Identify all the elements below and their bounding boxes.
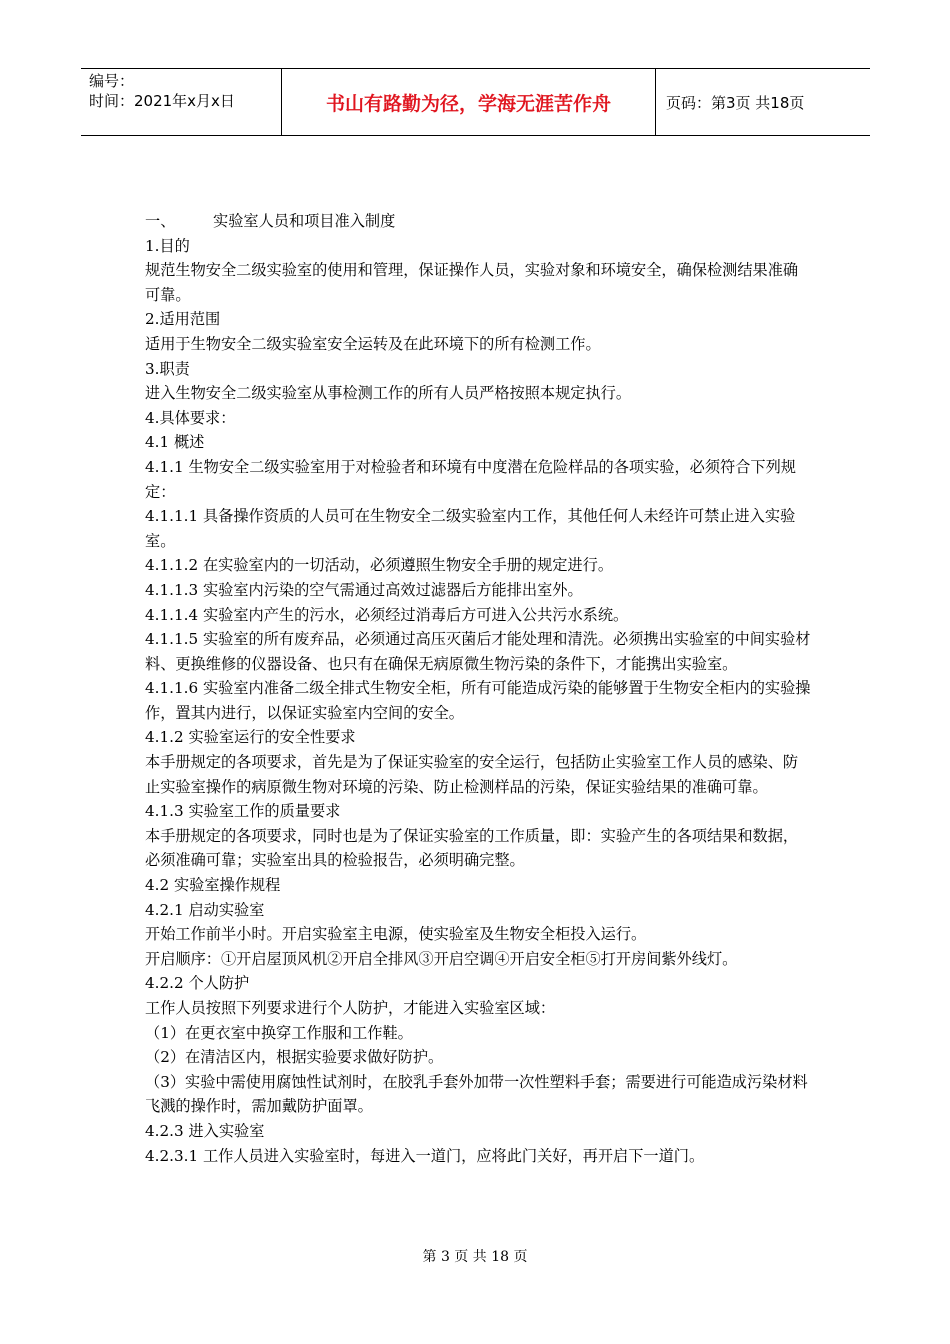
paragraph: 4.1.1.3 实验室内污染的空气需通过高效过滤器后方能排出室外。 <box>145 580 583 599</box>
page-footer: 第 3 页 共 18 页 <box>422 1249 528 1265</box>
paragraph: 开始工作前半小时。开启实验室主电源，使实验室及生物安全柜投入运行。 <box>145 925 647 944</box>
paragraph: 4.1.3 实验室工作的质量要求 <box>145 802 341 821</box>
document-number-label: 编号： <box>89 72 135 90</box>
header-meta <box>81 69 282 135</box>
paragraph: 4.2.2 个人防护 <box>145 974 250 993</box>
paragraph: 1.目的 <box>145 236 190 255</box>
paragraph: 4.1.1.6 实验室内准备二级全排式生物安全柜，所有可能造成污染的能够置于生物安全柜内的实验操作，置其内进行，以保证实验室内空间的安全。 <box>145 679 811 722</box>
paragraph: 4.2.3.1 工作人员进入实验室时，每进入一道门，应将此门关好，再开启下一道门。 <box>145 1146 705 1165</box>
paragraph: 4.2.3 进入实验室 <box>145 1121 265 1140</box>
paragraph: 4.1.2 实验室运行的安全性要求 <box>145 728 356 747</box>
paragraph: 4.1.1.1 具备操作资质的人员可在生物安全二级实验室内工作，其他任何人未经许可禁止进入实验室。 <box>145 507 796 550</box>
paragraph: 4.具体要求： <box>145 408 236 427</box>
section-number: 一、 <box>145 212 176 230</box>
paragraph: 4.1.1 生物安全二级实验室用于对检验者和环境有中度潜在危险样品的各项实验，必须符合下列规定： <box>145 457 796 501</box>
document-body <box>145 209 813 1168</box>
paragraph: 4.1.1.2 在实验室内的一切活动，必须遵照生物安全手册的规定进行。 <box>145 556 614 575</box>
paragraph: 3.职责 <box>145 359 190 378</box>
paragraph: 4.1.1.4 实验室内产生的污水，必须经过消毒后方可进入公共污水系统。 <box>145 605 629 624</box>
paragraph: 适用于生物安全二级实验室安全运转及在此环境下的所有检测工作。 <box>145 334 601 353</box>
paragraph: （2）在清洁区内，根据实验要求做好防护。 <box>145 1048 444 1067</box>
paragraph: （3）实验中需使用腐蚀性试剂时，在胶乳手套外加带一次性塑料手套；需要进行可能造成污染材料飞溅的操作时，需加戴防护面罩。 <box>145 1072 808 1116</box>
paragraph: 本手册规定的各项要求，同时也是为了保证实验室的工作质量，即：实验产生的各项结果和数据，必须准确可靠；实验室出具的检验报告，必须明确完整。 <box>145 826 799 870</box>
page-header <box>81 68 870 136</box>
header-motto: 书山有路勤为径，学海无涯苦作舟 <box>282 69 656 135</box>
paragraph: 4.2.1 启动实验室 <box>145 900 265 919</box>
paragraph: 开启顺序：①开启屋顶风机②开启全排风③开启空调④开启安全柜⑤打开房间紫外线灯。 <box>145 949 738 968</box>
header-page-info: 页码：第3页 共18页 <box>666 93 805 112</box>
section-title <box>145 209 813 234</box>
paragraph: 4.1 概述 <box>145 433 205 452</box>
paragraph-list <box>145 234 813 1169</box>
paragraph: 工作人员按照下列要求进行个人防护，才能进入实验室区域： <box>145 999 556 1017</box>
paragraph: 4.2 实验室操作规程 <box>145 876 281 895</box>
paragraph: 2.适用范围 <box>145 310 221 329</box>
document-time: 时间：2021年x月x日 <box>89 92 235 110</box>
paragraph: （1）在更衣室中换穿工作服和工作鞋。 <box>145 1023 413 1042</box>
paragraph: 4.1.1.5 实验室的所有废弃品，必须通过高压灭菌后才能处理和清洗。必须携出实验室的中间实验材料、更换维修的仪器设备、也只有在确保无病原微生物污染的条件下，才能携出实验室。 <box>145 630 811 673</box>
section-title-text: 实验室人员和项目准入制度 <box>213 212 396 230</box>
paragraph: 进入生物安全二级实验室从事检测工作的所有人员严格按照本规定执行。 <box>145 384 631 403</box>
paragraph: 本手册规定的各项要求，首先是为了保证实验室的安全运行，包括防止实验室工作人员的感染、防止实验室操作的病原微生物对环境的污染、防止检测样品的污染，保证实验结果的准确可靠。 <box>145 753 799 796</box>
paragraph: 规范生物安全二级实验室的使用和管理，保证操作人员，实验对象和环境安全，确保检测结果准确可靠。 <box>145 261 799 304</box>
